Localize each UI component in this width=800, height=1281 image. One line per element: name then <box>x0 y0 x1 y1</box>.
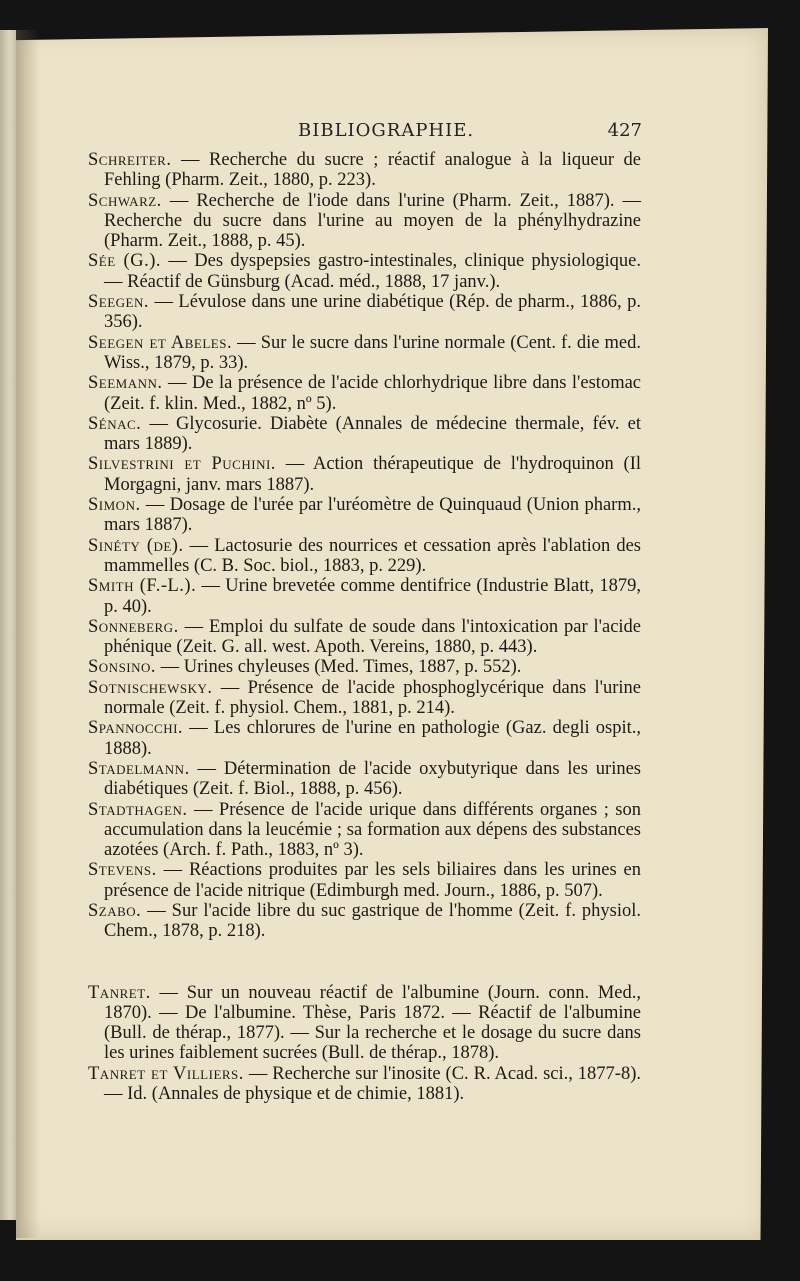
entry-text: — Sur le sucre dans l'urine normale (Cent. f. die med. Wiss., 1879, p. 33). <box>104 332 642 373</box>
entry-author: Stevens. <box>88 860 157 881</box>
entry-author: Sée (G.). <box>88 251 161 272</box>
entry-text: — Urines chyleuses (Med. Times, 1887, p. 552). <box>160 657 522 678</box>
bibliography-entry <box>88 454 641 495</box>
page-header <box>80 118 642 148</box>
entry-text: — Recherche du sucre ; réactif analogue à la liqueur de Fehling (Pharm. Zeit., 1880, p. 223). <box>104 150 642 191</box>
bibliography-entry <box>88 191 641 252</box>
left-page-edge <box>0 30 16 1220</box>
entry-author: Schreiter. <box>88 150 172 170</box>
page-gutter-shadow <box>16 30 40 1238</box>
entry-text: — Urine brevetée comme dentifrice (Industrie Blatt, 1879, p. 40). <box>104 576 641 617</box>
entry-text: — Recherche de l'iode dans l'urine (Pharm. Zeit., 1887). — Recherche du sucre dans l'urine au moyen de la phénylhydrazine (Pharm. Zeit., 1888, p. 45). <box>104 190 642 252</box>
bibliography-entry <box>88 983 641 1064</box>
bibliography-body <box>88 150 641 1104</box>
bibliography-entry <box>88 759 641 800</box>
entry-author: Stadelmann. <box>88 758 190 779</box>
entry-text: — Action thérapeutique de l'hydroquinon (Il Morgagni, janv. mars 1887). <box>104 454 642 495</box>
entry-author: Tanret et Villiers. <box>88 1063 244 1084</box>
entry-text: — Dosage de l'urée par l'uréomètre de Quinquaud (Union pharm., mars 1887). <box>104 495 641 536</box>
entry-author: Silvestrini et Puchini. <box>88 454 276 475</box>
entry-text: — Glycosurie. Diabète (Annales de médecine thermale, fév. et mars 1889). <box>104 413 642 455</box>
entry-text: — Détermination de l'acide oxybutyrique dans les urines diabétiques (Zeit. f. Biol., 1888, p. 456). <box>104 758 642 800</box>
bibliography-entry <box>88 414 641 455</box>
bibliography-entry <box>88 657 641 677</box>
entry-text: — Réactions produites par les sels biliaires dans les urines en présence de l'acide nitrique (Edimburgh med. Journ., 1886, p. 507). <box>104 860 642 901</box>
bibliography-entry <box>88 333 641 374</box>
running-title: BIBLIOGRAPHIE. <box>298 120 475 141</box>
entry-text: — De la présence de l'acide chlorhydrique libre dans l'estomac (Zeit. f. klin. Med., 1882, nº 5). <box>104 373 642 414</box>
entry-author: Seegen. <box>88 292 150 313</box>
bibliography-entry <box>88 901 641 942</box>
entry-author: Sonsino. <box>88 657 157 678</box>
bibliography-entry <box>88 617 641 658</box>
entry-text: — Lévulose dans une urine diabétique (Rép. de pharm., 1886, p. 356). <box>104 292 642 333</box>
bibliography-entry <box>88 495 641 536</box>
entry-author: Smith (F.-L.). <box>88 576 197 597</box>
bibliography-entry <box>88 373 641 414</box>
entry-text: — Recherche sur l'inosite (C. R. Acad. sci., 1877-8). — Id. (Annales de physique et de chimie, 1881). <box>104 1063 642 1105</box>
bibliography-entry <box>88 678 641 719</box>
entry-text: — Sur un nouveau réactif de l'albumine (Journ. conn. Med., 1870). — De l'albumine. Thèse, Paris 1872. — Réactif de l'albumine (Bull. de thérap., 1877). — Sur la recherche et le dosage du sucre dans les urines faiblement sucrées (Bull. de thérap., 1878). <box>104 982 642 1064</box>
entry-author: Sonneberg. <box>88 616 179 637</box>
entry-author: Seemann. <box>88 373 163 394</box>
bibliography-entry <box>88 800 641 861</box>
entry-text: — Présence de l'acide phosphoglycérique dans l'urine normale (Zeit. f. physiol. Chem., 1881, p. 214). <box>104 677 641 719</box>
bibliography-entry <box>88 718 641 759</box>
entry-author: Spannocchi. <box>88 718 184 739</box>
entry-author: Stadthagen. <box>88 799 188 820</box>
bibliography-section-s <box>88 150 641 942</box>
entry-author: Sotnischewsky. <box>88 677 213 698</box>
entry-author: Sinéty (de). <box>88 535 184 556</box>
bibliography-entry <box>88 860 641 901</box>
page-number: 427 <box>607 120 642 141</box>
section-gap <box>88 942 641 983</box>
bibliography-entry <box>88 292 641 333</box>
entry-text: — Sur l'acide libre du suc gastrique de l'homme (Zeit. f. physiol. Chem., 1878, p. 218). <box>104 900 641 942</box>
entry-author: Seegen et Abeles. <box>88 332 233 353</box>
entry-text: — Présence de l'acide urique dans différents organes ; son accumulation dans la leucémie ; sa formation aux dépens des substances azotées (Arch. f. Path., 1883, nº 3). <box>104 799 641 861</box>
entry-text: — Des dyspepsies gastro-intestinales, clinique physiologique. — Réactif de Günsburg (Acad. méd., 1888, 17 janv.). <box>104 251 641 292</box>
entry-author: Simon. <box>88 495 141 516</box>
entry-text: — Emploi du sulfate de soude dans l'intoxication par l'acide phénique (Zeit. G. all. west. Apoth. Vereins, 1880, p. 443). <box>104 616 642 658</box>
entry-author: Szabo. <box>88 900 142 921</box>
entry-text: — Les chlorures de l'urine en pathologie (Gaz. degli ospit., 1888). <box>104 718 642 759</box>
bibliography-entry <box>88 150 641 191</box>
bibliography-entry <box>88 576 641 617</box>
entry-author: Sénac. <box>88 413 142 434</box>
entry-author: Schwarz. <box>88 190 162 211</box>
entry-text: — Lactosurie des nourrices et cessation après l'ablation des mammelles (C. B. Soc. biol., 1883, p. 229). <box>104 535 641 576</box>
bibliography-entry <box>88 536 641 577</box>
entry-author: Tanret. <box>88 982 151 1003</box>
bibliography-entry <box>88 251 641 292</box>
bibliography-section-t <box>88 983 641 1105</box>
bibliography-entry <box>88 1064 641 1105</box>
